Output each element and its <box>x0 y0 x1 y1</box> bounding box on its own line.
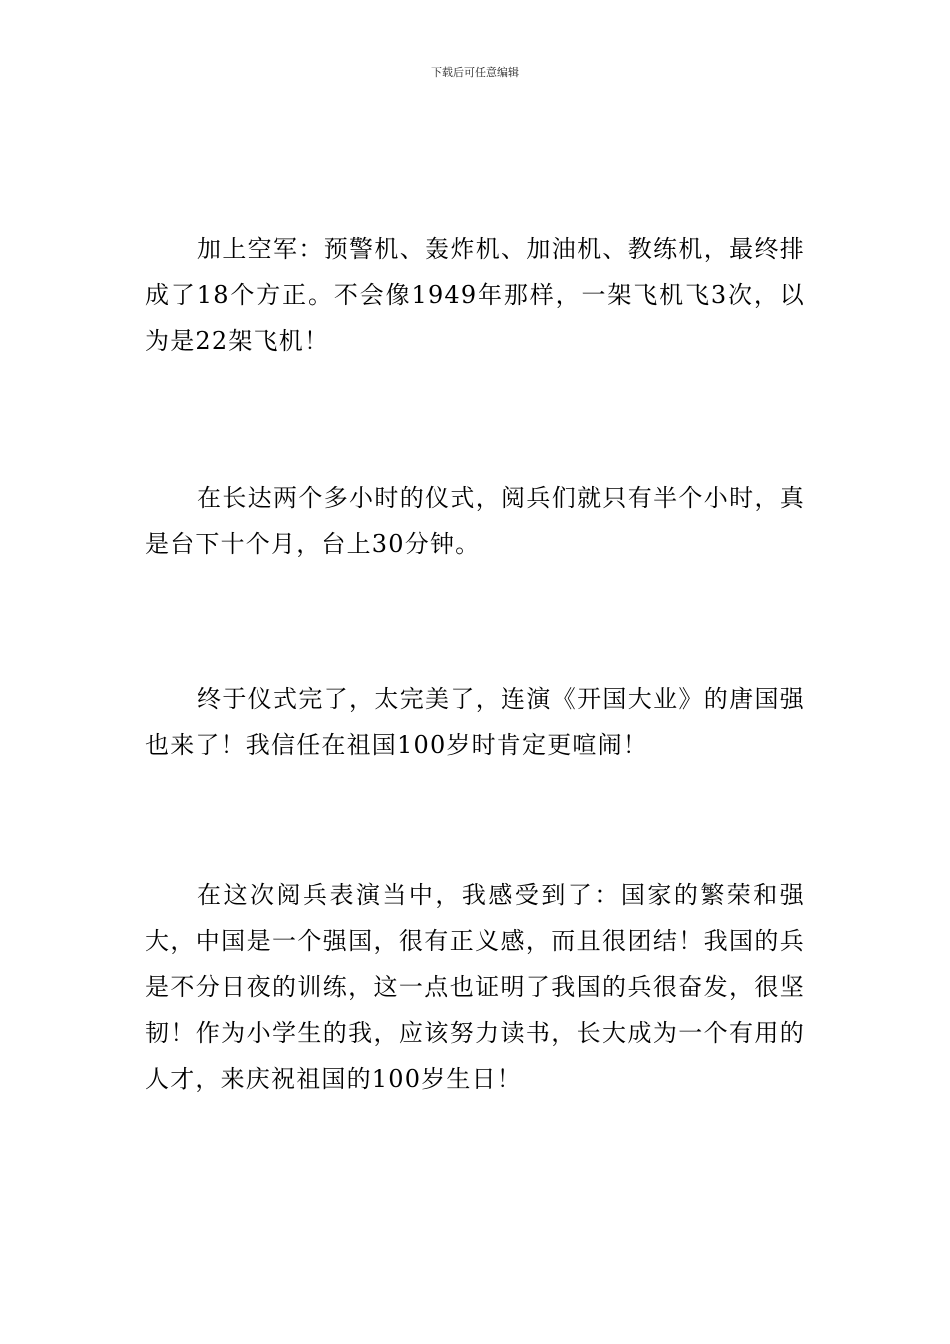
page-header-note: 下载后可任意编辑 <box>431 66 519 79</box>
paragraph-ceremony-duration: 在长达两个多小时的仪式，阅兵们就只有半个小时，真是台下十个月，台上30分钟。 <box>145 484 805 558</box>
paragraph-air-force: 加上空军：预警机、轰炸机、加油机、教练机，最终排成了18个方正。不会像1949年那样，一架飞机飞3次，以为是22架飞机！ <box>145 235 805 355</box>
paragraph-reflection: 在这次阅兵表演当中，我感受到了：国家的繁荣和强大，中国是一个强国，很有正义感，而且很团结！我国的兵是不分日夜的训练，这一点也证明了我国的兵很奋发，很坚韧！作为小学生的我，应该努力读书，长大成为一个有用的人才，来庆祝祖国的100岁生日！ <box>145 881 805 1093</box>
paragraph-ceremony-end: 终于仪式完了，太完美了，连演《开国大业》的唐国强也来了！我信任在祖国100岁时肯定更喧闹！ <box>145 685 805 759</box>
